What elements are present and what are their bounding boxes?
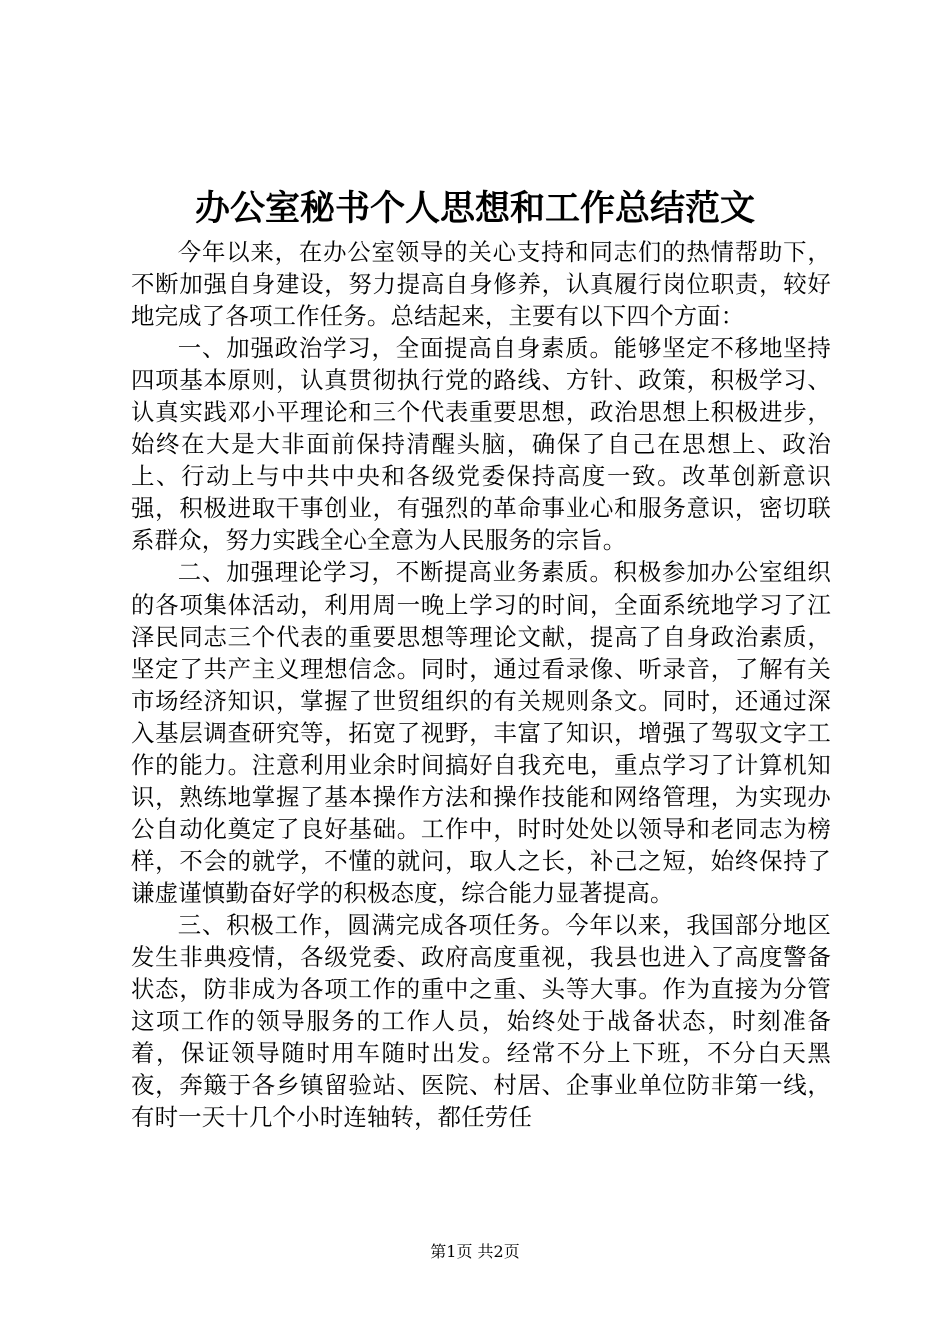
paragraph-political-study: 一、加强政治学习，全面提高自身素质。能够坚定不移地坚持四项基本原则，认真贯彻执行党的路线、方针、政策，积极学习、认真实践邓小平理论和三个代表重要思想，政治思想上积极进步，始终在大是大非面前保持清醒头脑，确保了自己在思想上、政治上、行动上与中共中央和各级党委保持高度一致。改革创新意识强，积极进取干事创业，有强烈的革命事业心和服务意识，密切联系群众，努力实践全心全意为人民服务的宗旨。	[131, 334, 831, 555]
document-title: 办公室秘书个人思想和工作总结范文	[194, 188, 755, 229]
paragraph-theory-study: 二、加强理论学习，不断提高业务素质。积极参加办公室组织的各项集体活动，利用周一晚上学习的时间，全面系统地学习了江泽民同志三个代表的重要思想等理论文献，提高了自身政治素质，坚定了共产主义理想信念。同时，通过看录像、听录音，了解有关市场经济知识，掌握了世贸组织的有关规则条文。同时，还通过深入基层调查研究等，拓宽了视野，丰富了知识，增强了驾驭文字工作的能力。注意利用业余时间搞好自我充电，重点学习了计算机知识，熟练地掌握了基本操作方法和操作技能和网络管理，为实现办公自动化奠定了良好基础。工作中，时时处处以领导和老同志为榜样，不会的就学，不懂的就问，取人之长，补己之短，始终保持了谦虚谨慎勤奋好学的积极态度，综合能力显著提高。	[131, 558, 831, 907]
document-body	[131, 236, 831, 1133]
paragraph-intro: 今年以来，在办公室领导的关心支持和同志们的热情帮助下，不断加强自身建设，努力提高自身修养，认真履行岗位职责，较好地完成了各项工作任务。总结起来，主要有以下四个方面：	[131, 238, 831, 331]
page-footer: 第1页 共2页	[430, 1242, 520, 1261]
paragraph-active-work: 三、积极工作，圆满完成各项任务。今年以来，我国部分地区发生非典疫情，各级党委、政府高度重视，我县也进入了高度警备状态，防非成为各项工作的重中之重、头等大事。作为直接为分管这项工作的领导服务的工作人员，始终处于战备状态，时刻准备着，保证领导随时用车随时出发。经常不分上下班，不分白天黑夜，奔簸于各乡镇留验站、医院、村居、企事业单位防非第一线，有时一天十几个小时连轴转，都任劳任	[131, 910, 831, 1132]
